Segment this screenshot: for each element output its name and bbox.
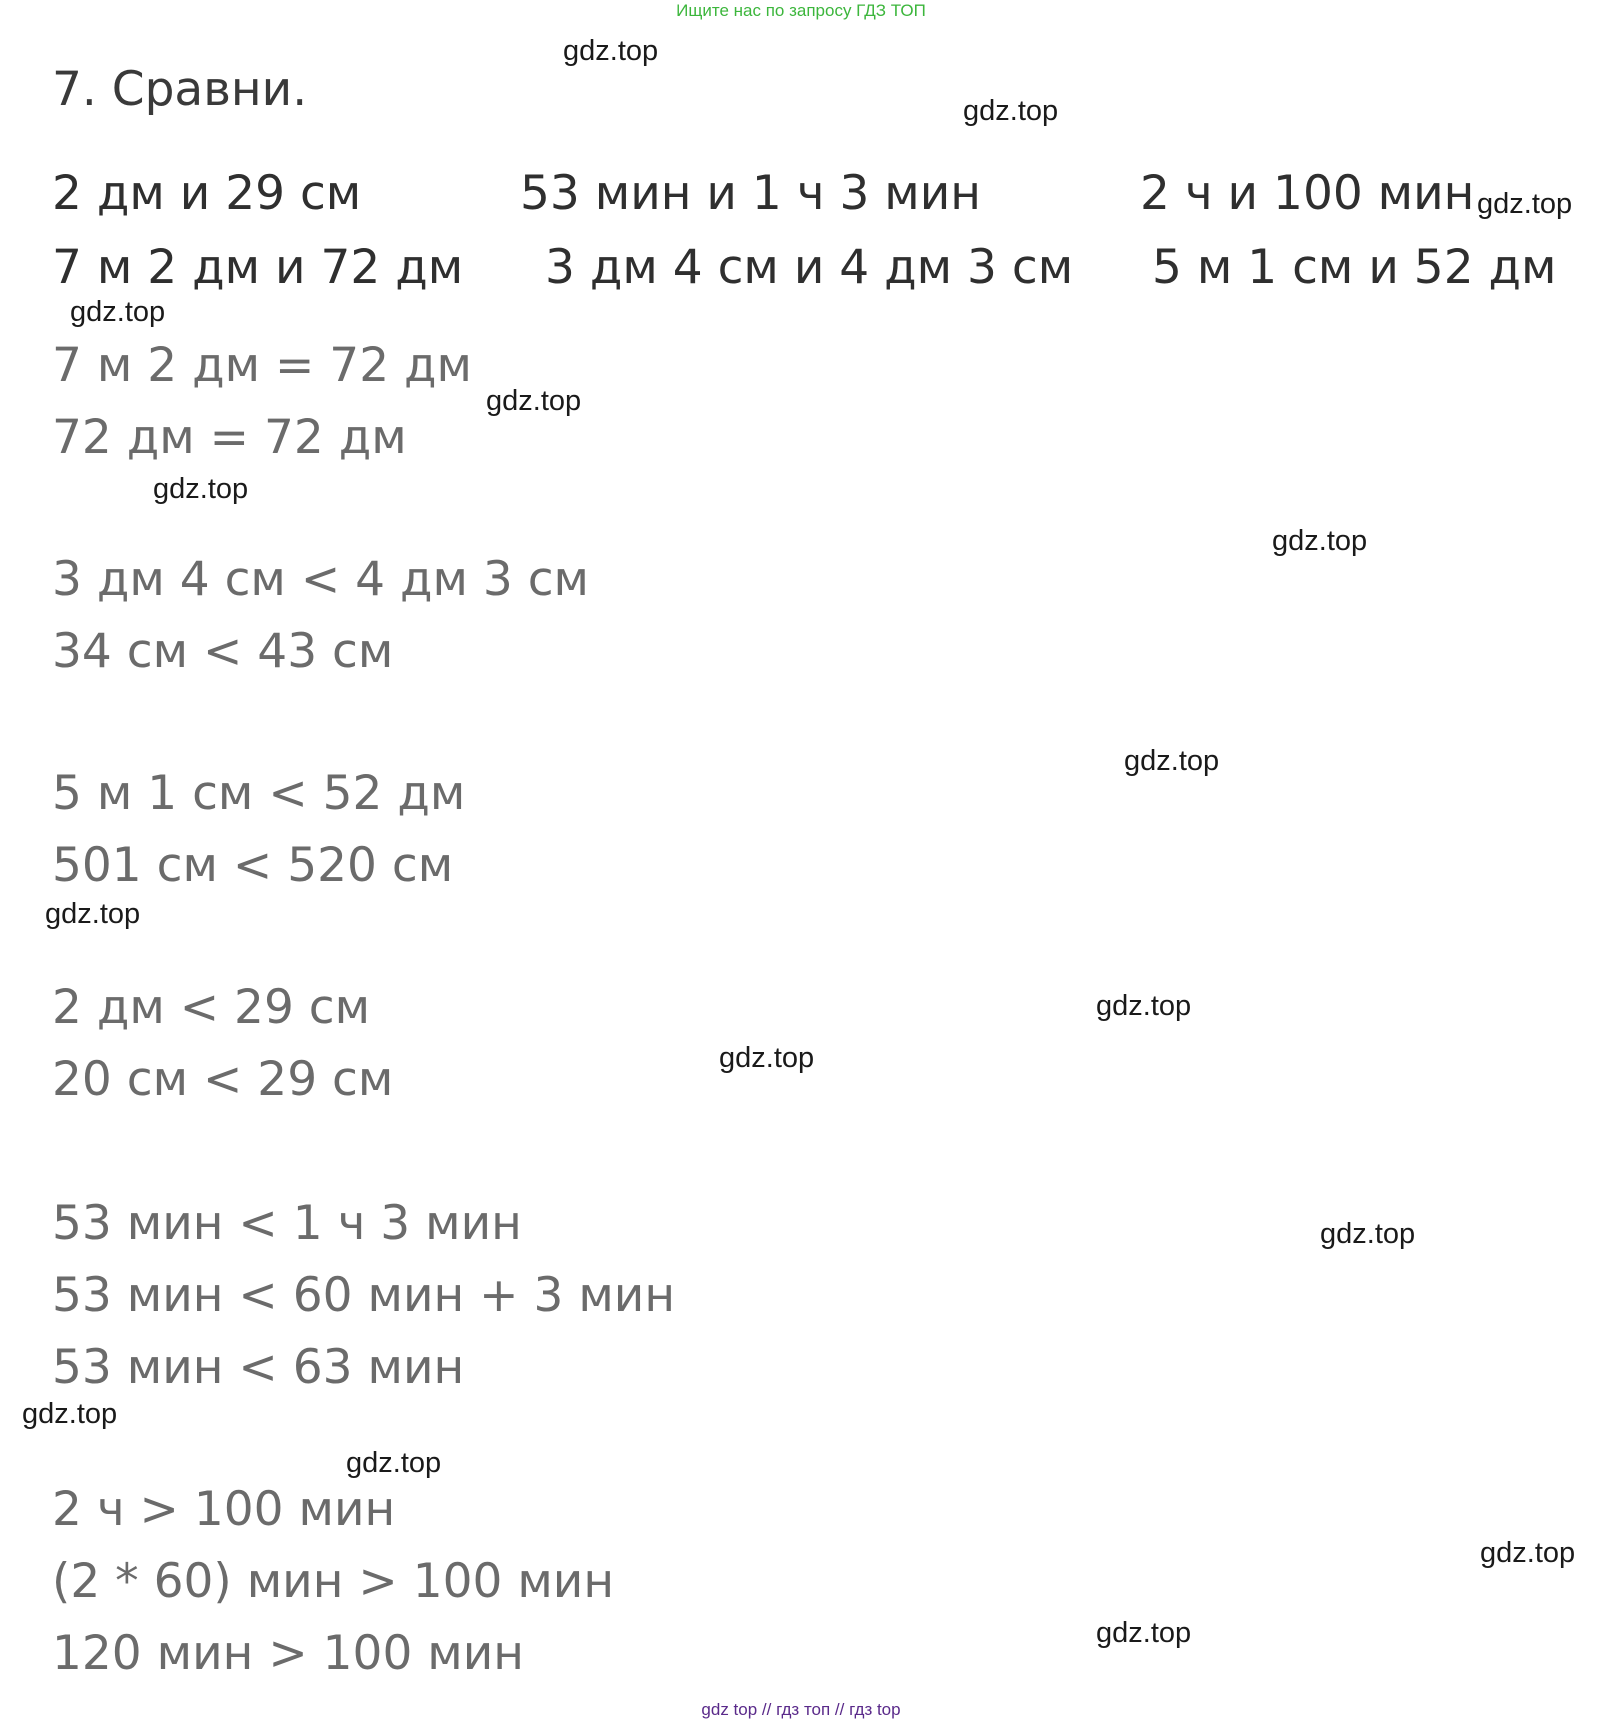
watermark-text: gdz.top [70, 296, 166, 328]
watermark-text: gdz.top [486, 385, 582, 417]
watermark-text: gdz.top [1096, 990, 1192, 1022]
watermark-text: gdz.top [563, 35, 659, 67]
watermark-text: gdz.top [1124, 745, 1220, 777]
task-2: 53 мин и 1 ч 3 мин [520, 166, 982, 221]
solution-line: 20 см < 29 см [52, 1052, 394, 1107]
task-3: 2 ч и 100 мин [1140, 166, 1475, 221]
task-4: 7 м 2 дм и 72 дм [52, 240, 464, 295]
watermark-text: gdz.top [1272, 525, 1368, 557]
watermark-text: gdz.top [22, 1398, 118, 1430]
watermark-text: gdz.top [719, 1042, 815, 1074]
footer-text: gdz top // гдз топ // гдз top [701, 1700, 901, 1719]
watermark-text: gdz.top [1477, 188, 1573, 220]
watermark-text: gdz.top [1096, 1617, 1192, 1649]
solution-line: 2 ч > 100 мин [52, 1482, 396, 1537]
solution-line: 72 дм = 72 дм [52, 410, 407, 465]
watermark-text: gdz.top [153, 473, 249, 505]
task-5: 3 дм 4 см и 4 дм 3 см [545, 240, 1074, 295]
watermark-text: gdz.top [1320, 1218, 1416, 1250]
solution-line: 53 мин < 60 мин + 3 мин [52, 1268, 676, 1323]
solution-line: 7 м 2 дм = 72 дм [52, 338, 472, 393]
solution-line: 53 мин < 1 ч 3 мин [52, 1196, 522, 1251]
top-promo-text: Ищите нас по запросу ГДЗ ТОП [676, 1, 926, 20]
solution-line: 501 см < 520 см [52, 838, 454, 893]
solution-line: 53 мин < 63 мин [52, 1340, 465, 1395]
solution-line: 120 мин > 100 мин [52, 1626, 525, 1681]
task-6: 5 м 1 см и 52 дм [1152, 240, 1557, 295]
watermark-text: gdz.top [963, 95, 1059, 127]
exercise-title: 7. Сравни. [52, 62, 308, 117]
solution-line: 5 м 1 см < 52 дм [52, 766, 466, 821]
solution-line: 3 дм 4 см < 4 дм 3 см [52, 552, 590, 607]
task-1: 2 дм и 29 см [52, 166, 362, 221]
solution-line: 34 см < 43 см [52, 624, 394, 679]
solution-line: 2 дм < 29 см [52, 980, 371, 1035]
solution-line: (2 * 60) мин > 100 мин [52, 1554, 615, 1609]
watermark-text: gdz.top [346, 1447, 442, 1479]
watermark-text: gdz.top [45, 898, 141, 930]
watermark-text: gdz.top [1480, 1537, 1576, 1569]
